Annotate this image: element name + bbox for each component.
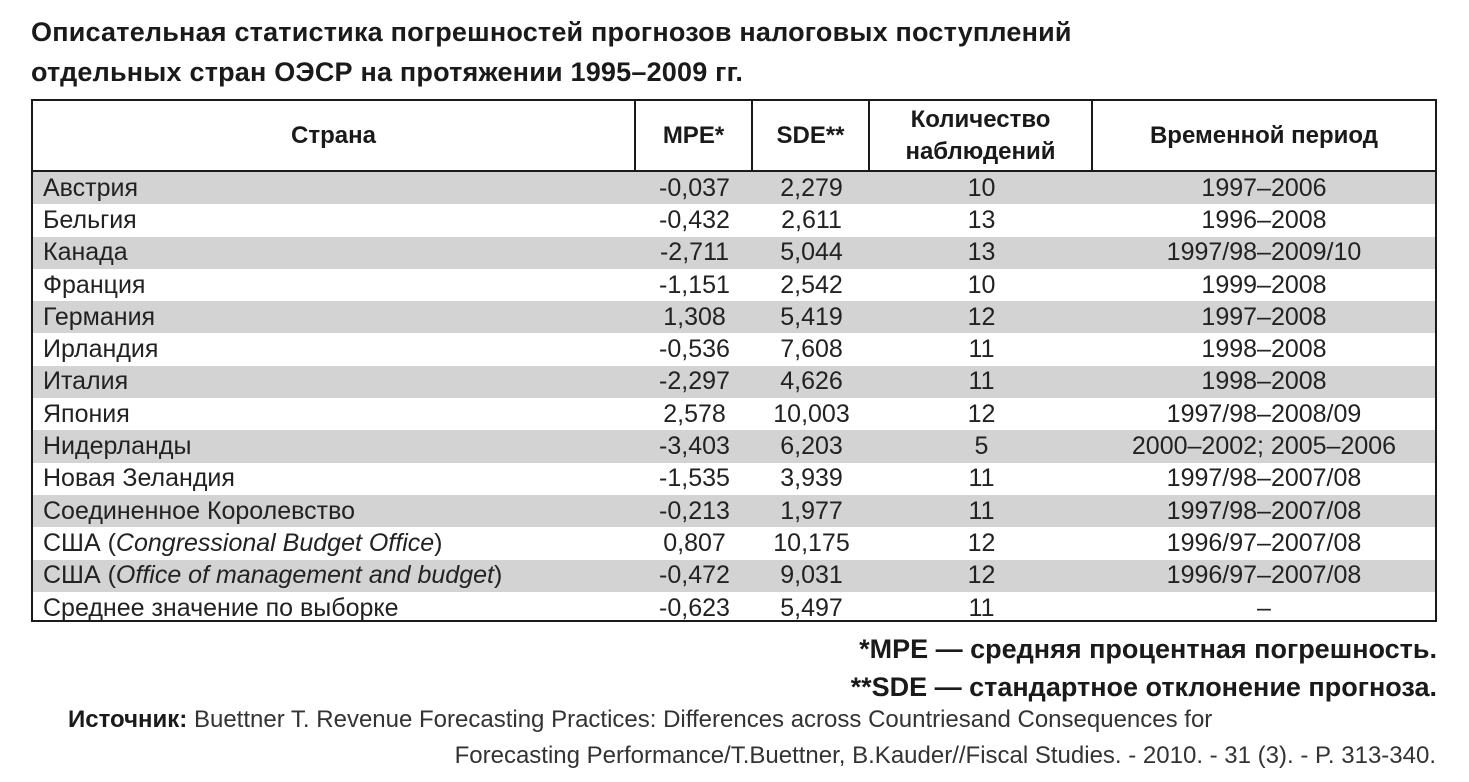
table-row — [33, 430, 1435, 462]
country-name: США ( — [43, 528, 116, 557]
cell-mpe: -2,297 — [659, 367, 730, 396]
source-label: Источник: — [68, 706, 188, 733]
cell-mpe: 0,807 — [663, 528, 726, 557]
table-row — [33, 172, 1435, 204]
cell-sde: 10,003 — [773, 399, 850, 428]
cell-observations: 11 — [968, 335, 995, 364]
cell-period: 1997/98–2007/08 — [1166, 496, 1362, 525]
country-name: Ирландия — [43, 335, 159, 364]
cell-sde: 2,542 — [780, 270, 843, 299]
table-row — [33, 527, 1435, 559]
cell-sde: 3,939 — [780, 464, 843, 493]
table-title — [31, 12, 1431, 92]
cell-mpe: -0,213 — [659, 496, 730, 525]
cell-period: 1999–2008 — [1201, 270, 1327, 299]
cell-country — [43, 269, 633, 301]
cell-country — [43, 172, 633, 204]
cell-observations: 12 — [967, 302, 996, 331]
table-row — [33, 333, 1435, 365]
cell-sde: 5,419 — [780, 302, 843, 331]
cell-period: 1997/98–2008/09 — [1166, 399, 1362, 428]
cell-sde: 7,608 — [780, 335, 843, 364]
header-mpe: MPE* — [636, 101, 753, 170]
cell-period: 1997/98–2009/10 — [1166, 238, 1362, 267]
cell-sde: 2,611 — [781, 205, 842, 234]
cell-country — [43, 204, 633, 236]
cell-observations: 11 — [968, 367, 995, 396]
header-observations-line-1: Количество — [910, 105, 1051, 133]
cell-period: 1998–2008 — [1201, 335, 1327, 364]
country-suffix: ) — [434, 528, 443, 557]
cell-observations: 5 — [974, 432, 989, 461]
table-row — [33, 592, 1435, 622]
footnote-sde: **SDE — стандартное отклонение прогноза. — [850, 672, 1437, 702]
source-citation — [68, 702, 1438, 774]
cell-country — [43, 495, 633, 527]
source-line-2: Forecasting Performance/T.Buettner, B.Kauder//Fiscal Studies. - 2010. - 31 (3). - P. 313-340. — [454, 742, 1436, 769]
footnotes — [537, 630, 1437, 706]
cell-period: 1996–2008 — [1201, 205, 1327, 234]
cell-period: 1997–2008 — [1201, 302, 1327, 331]
cell-observations: 10 — [967, 270, 996, 299]
cell-mpe: -1,535 — [659, 464, 730, 493]
cell-observations: 12 — [967, 528, 996, 557]
header-observations-line-2: наблюдений — [905, 137, 1056, 165]
country-agency: Office of management and budget — [115, 561, 494, 590]
country-suffix: ) — [493, 561, 503, 590]
country-name: Франция — [43, 270, 146, 299]
cell-sde: 4,626 — [780, 367, 843, 396]
statistics-table — [31, 99, 1437, 622]
title-line-1: Описательная статистика погрешностей прогнозов налоговых поступлений — [31, 17, 1072, 47]
cell-country — [43, 430, 633, 462]
cell-country — [43, 560, 633, 592]
table-row — [33, 237, 1435, 269]
cell-period: 1997/98–2007/08 — [1166, 464, 1362, 493]
cell-country — [43, 592, 633, 622]
cell-sde: 5,497 — [780, 593, 843, 622]
cell-sde: 6,203 — [780, 432, 843, 461]
cell-mpe: 1,308 — [663, 302, 726, 331]
country-name: США ( — [43, 561, 116, 590]
country-name: Италия — [43, 367, 129, 396]
cell-country — [43, 301, 633, 333]
cell-period: – — [1257, 593, 1271, 622]
table-row — [33, 204, 1435, 236]
table-row — [33, 560, 1435, 592]
header-observations — [870, 101, 1093, 170]
source-line-1: Buettner T. Revenue Forecasting Practices: Differences across Countriesand Consequences for — [193, 706, 1213, 733]
table-row — [33, 398, 1435, 430]
cell-mpe: -0,432 — [659, 205, 730, 234]
cell-country — [43, 527, 633, 559]
cell-mpe: 2,578 — [663, 399, 726, 428]
cell-country — [43, 366, 633, 398]
cell-observations: 11 — [968, 464, 995, 493]
country-name: Нидерланды — [43, 432, 192, 461]
country-name: Германия — [43, 302, 156, 331]
cell-sde: 2,279 — [780, 173, 843, 202]
cell-country — [43, 398, 633, 430]
cell-observations: 11 — [968, 593, 995, 622]
cell-mpe: -0,037 — [659, 173, 730, 202]
footnote-mpe: *MPE — средняя процентная погрешность. — [859, 634, 1437, 664]
header-sde: SDE** — [753, 101, 870, 170]
cell-mpe: -3,403 — [659, 432, 730, 461]
cell-period: 2000–2002; 2005–2006 — [1131, 432, 1397, 461]
title-line-2: отдельных стран ОЭСР на протяжении 1995–2009 гг. — [31, 57, 744, 87]
country-name: Соединенное Королевство — [43, 496, 356, 525]
table-row — [33, 463, 1435, 495]
table-row — [33, 301, 1435, 333]
cell-observations: 13 — [967, 205, 996, 234]
cell-mpe: -2,711 — [659, 238, 730, 267]
cell-mpe: -1,151 — [659, 270, 730, 299]
country-name: Австрия — [43, 173, 139, 202]
table-header — [33, 101, 1435, 172]
cell-period: 1996/97–2007/08 — [1166, 561, 1362, 590]
country-name: Среднее значение по выборке — [43, 593, 399, 622]
table-body — [33, 172, 1435, 622]
cell-observations: 11 — [968, 496, 995, 525]
cell-country — [43, 237, 633, 269]
table-row — [33, 366, 1435, 398]
country-name: Канада — [43, 238, 128, 267]
cell-sde: 5,044 — [780, 238, 843, 267]
cell-country — [43, 333, 633, 365]
cell-period: 1996/97–2007/08 — [1166, 528, 1362, 557]
cell-period: 1997–2006 — [1201, 173, 1327, 202]
header-period: Временной период — [1149, 121, 1379, 149]
cell-sde: 9,031 — [780, 561, 843, 590]
country-name: Новая Зеландия — [43, 464, 235, 493]
cell-observations: 12 — [967, 399, 996, 428]
country-name: Бельгия — [43, 205, 137, 234]
cell-mpe: -0,536 — [659, 335, 730, 364]
table-row — [33, 269, 1435, 301]
country-name: Япония — [43, 399, 130, 428]
header-country: Страна — [33, 101, 636, 170]
cell-sde: 1,977 — [780, 496, 843, 525]
cell-period: 1998–2008 — [1201, 367, 1327, 396]
cell-observations: 13 — [967, 238, 996, 267]
country-agency: Congressional Budget Office — [115, 528, 435, 557]
cell-sde: 10,175 — [773, 528, 850, 557]
cell-observations: 10 — [967, 173, 996, 202]
cell-mpe: -0,472 — [659, 561, 730, 590]
table-row — [33, 495, 1435, 527]
cell-mpe: -0,623 — [659, 593, 730, 622]
cell-country — [43, 463, 633, 495]
cell-observations: 12 — [967, 561, 996, 590]
